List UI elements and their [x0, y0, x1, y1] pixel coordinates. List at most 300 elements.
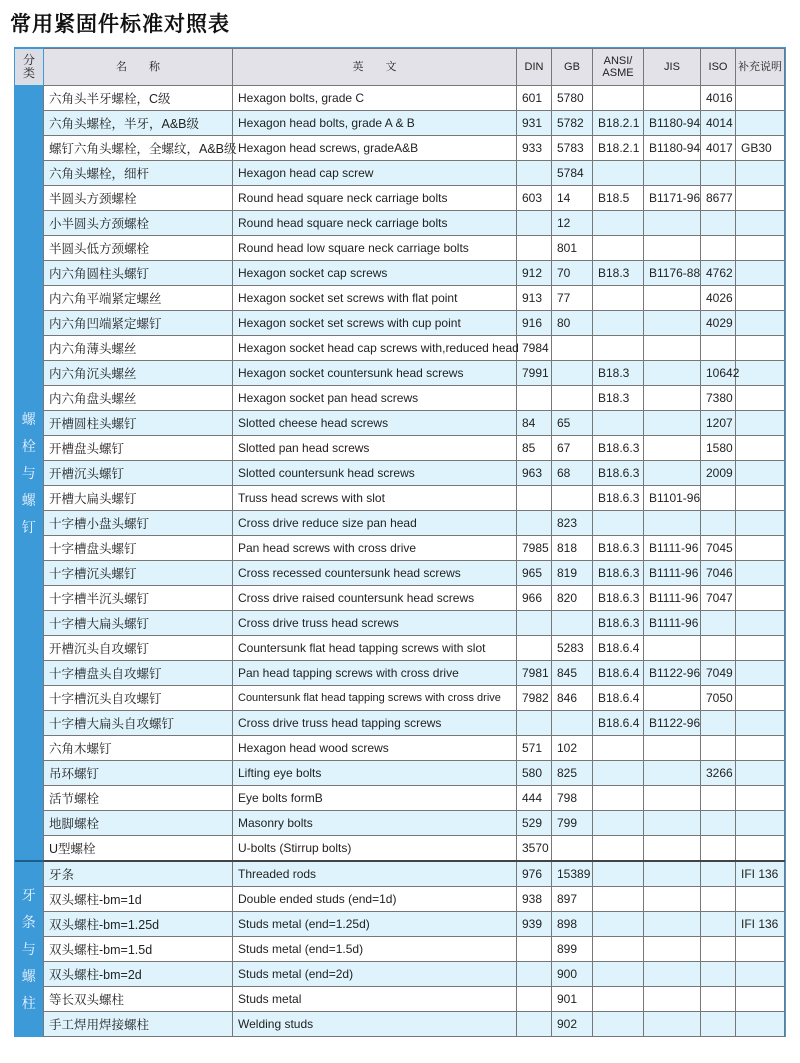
cell-jis: B1180-94: [644, 136, 701, 161]
cell-ansi-asme: [593, 1012, 644, 1037]
cell-name: 内六角平端紧定螺丝: [44, 286, 233, 311]
cell-iso: [701, 236, 736, 261]
cell-iso: 4017: [701, 136, 736, 161]
cell-name: 十字槽盘头自攻螺钉: [44, 661, 233, 686]
cell-gb: [552, 711, 593, 736]
cell-name: 手工焊用焊接螺柱: [44, 1012, 233, 1037]
table-row: [15, 711, 785, 736]
cell-jis: [644, 336, 701, 361]
cell-gb: 80: [552, 311, 593, 336]
cell-din: 444: [517, 786, 552, 811]
cell-din: [517, 711, 552, 736]
cell-name: 十字槽沉头自攻螺钉: [44, 686, 233, 711]
cell-gb: [552, 386, 593, 411]
cell-name: U型螺栓: [44, 836, 233, 862]
table-row: [15, 536, 785, 561]
cell-din: 85: [517, 436, 552, 461]
cell-iso: [701, 161, 736, 186]
cell-name: 双头螺柱-bm=1.5d: [44, 937, 233, 962]
cell-gb: 900: [552, 962, 593, 987]
table-row: [15, 962, 785, 987]
cell-english: Hexagon head wood screws: [233, 736, 517, 761]
table-row: [15, 912, 785, 937]
cell-jis: [644, 836, 701, 862]
cell-note: [736, 611, 785, 636]
header-note: 补充说明: [736, 49, 785, 86]
cell-iso: 4029: [701, 311, 736, 336]
cell-gb: 5283: [552, 636, 593, 661]
cell-jis: [644, 511, 701, 536]
table-row: [15, 1012, 785, 1037]
cell-din: [517, 962, 552, 987]
cell-din: [517, 987, 552, 1012]
cell-gb: 70: [552, 261, 593, 286]
cell-note: [736, 536, 785, 561]
cell-english: Studs metal (end=1.5d): [233, 937, 517, 962]
header-gb: GB: [552, 49, 593, 86]
cell-name: 内六角凹端紧定螺钉: [44, 311, 233, 336]
cell-ansi-asme: [593, 937, 644, 962]
cell-english: Studs metal: [233, 987, 517, 1012]
cell-jis: [644, 761, 701, 786]
cell-iso: [701, 937, 736, 962]
cell-jis: [644, 161, 701, 186]
cell-name: 六角头螺栓，半牙，A&B级: [44, 111, 233, 136]
cell-english: Hexagon socket countersunk head screws: [233, 361, 517, 386]
cell-note: [736, 211, 785, 236]
cell-iso: [701, 987, 736, 1012]
cell-note: [736, 161, 785, 186]
cell-english: Hexagon head screws, gradeA&B: [233, 136, 517, 161]
cell-name: 双头螺柱-bm=1d: [44, 887, 233, 912]
cell-note: [736, 411, 785, 436]
cell-gb: 5782: [552, 111, 593, 136]
cell-jis: [644, 912, 701, 937]
table-row: [15, 987, 785, 1012]
cell-iso: [701, 887, 736, 912]
cell-gb: [552, 486, 593, 511]
cell-english: Countersunk flat head tapping screws with cross drive: [233, 686, 517, 711]
table-row: [15, 661, 785, 686]
cell-name: 内六角沉头螺丝: [44, 361, 233, 386]
cell-jis: [644, 962, 701, 987]
cell-note: IFI 136: [736, 861, 785, 887]
cell-ansi-asme: [593, 761, 644, 786]
cell-iso: 4762: [701, 261, 736, 286]
table-row: [15, 436, 785, 461]
table-row: [15, 261, 785, 286]
cell-name: 开槽大扁头螺钉: [44, 486, 233, 511]
cell-gb: 825: [552, 761, 593, 786]
cell-iso: 7049: [701, 661, 736, 686]
cell-ansi-asme: B18.3: [593, 386, 644, 411]
table-row: [15, 887, 785, 912]
header-row: [15, 49, 785, 86]
cell-gb: 845: [552, 661, 593, 686]
cell-din: 7982: [517, 686, 552, 711]
table-row: [15, 686, 785, 711]
cell-english: Pan head tapping screws with cross drive: [233, 661, 517, 686]
cell-din: 3570: [517, 836, 552, 862]
cell-din: 965: [517, 561, 552, 586]
cell-ansi-asme: [593, 861, 644, 887]
cell-jis: [644, 987, 701, 1012]
cell-english: Masonry bolts: [233, 811, 517, 836]
cell-ansi-asme: B18.3: [593, 361, 644, 386]
cell-gb: 823: [552, 511, 593, 536]
cell-name: 半圆头低方颈螺栓: [44, 236, 233, 261]
cell-iso: 2009: [701, 461, 736, 486]
cell-gb: 897: [552, 887, 593, 912]
table-row: [15, 461, 785, 486]
cell-note: [736, 786, 785, 811]
cell-note: [736, 511, 785, 536]
cell-ansi-asme: B18.6.4: [593, 711, 644, 736]
table-row: [15, 836, 785, 862]
cell-jis: [644, 1012, 701, 1037]
cell-din: 571: [517, 736, 552, 761]
cell-ansi-asme: B18.6.4: [593, 636, 644, 661]
cell-din: 933: [517, 136, 552, 161]
cell-name: 牙条: [44, 861, 233, 887]
table-row: [15, 186, 785, 211]
cell-gb: 898: [552, 912, 593, 937]
cell-din: 913: [517, 286, 552, 311]
cell-english: Studs metal (end=1.25d): [233, 912, 517, 937]
cell-jis: [644, 811, 701, 836]
cell-english: Pan head screws with cross drive: [233, 536, 517, 561]
cell-note: [736, 86, 785, 111]
cell-iso: [701, 736, 736, 761]
cell-english: Hexagon socket pan head screws: [233, 386, 517, 411]
cell-name: 十字槽盘头螺钉: [44, 536, 233, 561]
table-row: [15, 361, 785, 386]
cell-note: [736, 186, 785, 211]
cell-note: [736, 987, 785, 1012]
cell-jis: [644, 887, 701, 912]
header-english: 英 文: [233, 49, 517, 86]
table-row: [15, 486, 785, 511]
cell-iso: [701, 861, 736, 887]
cell-iso: 4026: [701, 286, 736, 311]
cell-din: 7991: [517, 361, 552, 386]
cell-ansi-asme: [593, 236, 644, 261]
cell-ansi-asme: [593, 311, 644, 336]
cell-name: 六角木螺钉: [44, 736, 233, 761]
cell-name: 十字槽大扁头自攻螺钉: [44, 711, 233, 736]
header-ansi: ANSI/ ASME: [593, 49, 644, 86]
cell-iso: [701, 1012, 736, 1037]
table-row: [15, 311, 785, 336]
table-row: [15, 786, 785, 811]
cell-iso: 7380: [701, 386, 736, 411]
cell-din: 601: [517, 86, 552, 111]
cell-name: 十字槽大扁头螺钉: [44, 611, 233, 636]
cell-din: [517, 161, 552, 186]
cell-note: [736, 686, 785, 711]
table-row: [15, 211, 785, 236]
cell-note: [736, 461, 785, 486]
cell-english: Hexagon socket set screws with flat point: [233, 286, 517, 311]
cell-ansi-asme: [593, 336, 644, 361]
cell-gb: 5780: [552, 86, 593, 111]
cell-english: Hexagon socket cap screws: [233, 261, 517, 286]
cell-jis: [644, 236, 701, 261]
cell-ansi-asme: B18.6.3: [593, 461, 644, 486]
cell-note: [736, 1012, 785, 1037]
table-row: [15, 861, 785, 887]
table-row: [15, 811, 785, 836]
cell-din: 603: [517, 186, 552, 211]
cell-din: [517, 636, 552, 661]
cell-jis: B1180-94: [644, 111, 701, 136]
cell-name: 十字槽沉头螺钉: [44, 561, 233, 586]
cell-note: [736, 962, 785, 987]
cell-note: [736, 887, 785, 912]
table-row: [15, 736, 785, 761]
cell-gb: 820: [552, 586, 593, 611]
cell-name: 双头螺柱-bm=2d: [44, 962, 233, 987]
table-body: [15, 86, 785, 1037]
cell-jis: [644, 937, 701, 962]
cell-ansi-asme: [593, 736, 644, 761]
cell-iso: 10642: [701, 361, 736, 386]
cell-name: 六角头螺栓，细杆: [44, 161, 233, 186]
cell-name: 内六角薄头螺丝: [44, 336, 233, 361]
cell-jis: [644, 386, 701, 411]
cell-ansi-asme: [593, 786, 644, 811]
cell-english: Round head square neck carriage bolts: [233, 211, 517, 236]
cell-din: [517, 386, 552, 411]
cell-ansi-asme: [593, 211, 644, 236]
cell-note: [736, 711, 785, 736]
cell-din: 529: [517, 811, 552, 836]
cell-name: 开槽沉头自攻螺钉: [44, 636, 233, 661]
category-cell: 牙条与螺柱: [15, 861, 44, 1037]
cell-gb: [552, 836, 593, 862]
header-jis: JIS: [644, 49, 701, 86]
table-row: [15, 561, 785, 586]
cell-name: 开槽圆柱头螺钉: [44, 411, 233, 436]
cell-jis: [644, 311, 701, 336]
cell-gb: 801: [552, 236, 593, 261]
cell-din: 7981: [517, 661, 552, 686]
cell-iso: 8677: [701, 186, 736, 211]
cell-iso: [701, 836, 736, 862]
table-row: [15, 336, 785, 361]
cell-jis: [644, 686, 701, 711]
cell-iso: [701, 711, 736, 736]
cell-jis: B1171-96: [644, 186, 701, 211]
cell-english: Round head low square neck carriage bolts: [233, 236, 517, 261]
cell-iso: 4016: [701, 86, 736, 111]
table-row: [15, 611, 785, 636]
cell-ansi-asme: B18.2.1: [593, 111, 644, 136]
header-category: 分类: [15, 49, 44, 86]
cell-iso: [701, 336, 736, 361]
cell-gb: 5784: [552, 161, 593, 186]
cell-din: [517, 937, 552, 962]
cell-iso: [701, 486, 736, 511]
cell-iso: 1207: [701, 411, 736, 436]
cell-gb: [552, 361, 593, 386]
cell-english: Cross drive raised countersunk head screws: [233, 586, 517, 611]
cell-note: [736, 636, 785, 661]
cell-ansi-asme: [593, 411, 644, 436]
cell-iso: [701, 211, 736, 236]
cell-iso: [701, 786, 736, 811]
cell-din: [517, 611, 552, 636]
cell-din: 7985: [517, 536, 552, 561]
cell-din: 580: [517, 761, 552, 786]
cell-gb: 798: [552, 786, 593, 811]
cell-name: 半圆头方颈螺栓: [44, 186, 233, 211]
cell-gb: 5783: [552, 136, 593, 161]
cell-jis: B1122-96: [644, 661, 701, 686]
cell-ansi-asme: [593, 962, 644, 987]
cell-jis: [644, 736, 701, 761]
cell-english: U-bolts (Stirrup bolts): [233, 836, 517, 862]
cell-note: [736, 937, 785, 962]
cell-name: 等长双头螺柱: [44, 987, 233, 1012]
cell-name: 吊环螺钉: [44, 761, 233, 786]
cell-note: [736, 486, 785, 511]
cell-note: IFI 136: [736, 912, 785, 937]
cell-iso: [701, 962, 736, 987]
cell-english: Cross recessed countersunk head screws: [233, 561, 517, 586]
cell-note: [736, 336, 785, 361]
cell-din: 84: [517, 411, 552, 436]
table-row: [15, 386, 785, 411]
cell-english: Slotted countersunk head screws: [233, 461, 517, 486]
cell-english: Slotted cheese head screws: [233, 411, 517, 436]
cell-ansi-asme: B18.6.3: [593, 611, 644, 636]
cell-ansi-asme: B18.6.3: [593, 436, 644, 461]
cell-name: 开槽沉头螺钉: [44, 461, 233, 486]
cell-english: Eye bolts formB: [233, 786, 517, 811]
cell-jis: [644, 211, 701, 236]
cell-name: 小半圆头方颈螺栓: [44, 211, 233, 236]
cell-ansi-asme: B18.6.3: [593, 586, 644, 611]
cell-iso: [701, 912, 736, 937]
cell-jis: B1122-96: [644, 711, 701, 736]
cell-iso: [701, 511, 736, 536]
cell-name: 内六角盘头螺丝: [44, 386, 233, 411]
fastener-standards-table: [14, 48, 785, 1037]
cell-jis: B1111-96: [644, 536, 701, 561]
cell-iso: 4014: [701, 111, 736, 136]
cell-jis: [644, 636, 701, 661]
table-row: [15, 586, 785, 611]
cell-iso: 1580: [701, 436, 736, 461]
cell-english: Cross drive truss head tapping screws: [233, 711, 517, 736]
cell-iso: 7047: [701, 586, 736, 611]
cell-ansi-asme: [593, 836, 644, 862]
cell-english: Slotted pan head screws: [233, 436, 517, 461]
cell-ansi-asme: B18.3: [593, 261, 644, 286]
cell-jis: [644, 786, 701, 811]
cell-note: [736, 286, 785, 311]
cell-note: [736, 761, 785, 786]
cell-note: [736, 261, 785, 286]
table-row: [15, 761, 785, 786]
cell-ansi-asme: B18.5: [593, 186, 644, 211]
cell-note: [736, 236, 785, 261]
cell-gb: 899: [552, 937, 593, 962]
cell-jis: [644, 361, 701, 386]
cell-gb: 846: [552, 686, 593, 711]
cell-iso: 3266: [701, 761, 736, 786]
cell-din: 976: [517, 861, 552, 887]
cell-gb: [552, 611, 593, 636]
header-iso: ISO: [701, 49, 736, 86]
cell-jis: B1111-96: [644, 586, 701, 611]
cell-gb: 818: [552, 536, 593, 561]
cell-gb: 67: [552, 436, 593, 461]
cell-ansi-asme: [593, 286, 644, 311]
cell-jis: B1111-96: [644, 611, 701, 636]
cell-english: Hexagon socket head cap screws with,reduced head: [233, 336, 517, 361]
cell-gb: 14: [552, 186, 593, 211]
cell-jis: [644, 411, 701, 436]
cell-din: 966: [517, 586, 552, 611]
cell-note: [736, 561, 785, 586]
cell-gb: 102: [552, 736, 593, 761]
cell-din: [517, 1012, 552, 1037]
cell-english: Welding studs: [233, 1012, 517, 1037]
cell-gb: 819: [552, 561, 593, 586]
cell-din: 916: [517, 311, 552, 336]
cell-iso: [701, 811, 736, 836]
cell-ansi-asme: [593, 86, 644, 111]
cell-din: 7984: [517, 336, 552, 361]
cell-name: 活节螺栓: [44, 786, 233, 811]
cell-english: Double ended studs (end=1d): [233, 887, 517, 912]
cell-ansi-asme: [593, 511, 644, 536]
table-row: [15, 937, 785, 962]
cell-english: Countersunk flat head tapping screws with slot: [233, 636, 517, 661]
cell-note: [736, 836, 785, 862]
cell-iso: 7046: [701, 561, 736, 586]
cell-jis: [644, 461, 701, 486]
cell-name: 地脚螺栓: [44, 811, 233, 836]
table-row: [15, 161, 785, 186]
cell-iso: [701, 636, 736, 661]
page-title: 常用紧固件标准对照表: [10, 12, 230, 36]
cell-din: 963: [517, 461, 552, 486]
cell-din: [517, 486, 552, 511]
cell-ansi-asme: [593, 887, 644, 912]
cell-name: 螺钉六角头螺栓，全螺纹，A&B级: [44, 136, 233, 161]
cell-english: Round head square neck carriage bolts: [233, 186, 517, 211]
cell-english: Cross drive truss head screws: [233, 611, 517, 636]
cell-jis: [644, 86, 701, 111]
cell-gb: [552, 336, 593, 361]
cell-name: 六角头半牙螺栓，C级: [44, 86, 233, 111]
cell-din: 939: [517, 912, 552, 937]
cell-gb: 15389: [552, 861, 593, 887]
cell-note: [736, 311, 785, 336]
cell-name: 十字槽小盘头螺钉: [44, 511, 233, 536]
cell-name: 内六角圆柱头螺钉: [44, 261, 233, 286]
cell-english: Hexagon head cap screw: [233, 161, 517, 186]
cell-english: Hexagon bolts, grade C: [233, 86, 517, 111]
cell-note: [736, 386, 785, 411]
cell-jis: [644, 436, 701, 461]
category-cell: 螺栓与螺钉: [15, 86, 44, 862]
cell-ansi-asme: B18.6.3: [593, 561, 644, 586]
cell-english: Cross drive reduce size pan head: [233, 511, 517, 536]
